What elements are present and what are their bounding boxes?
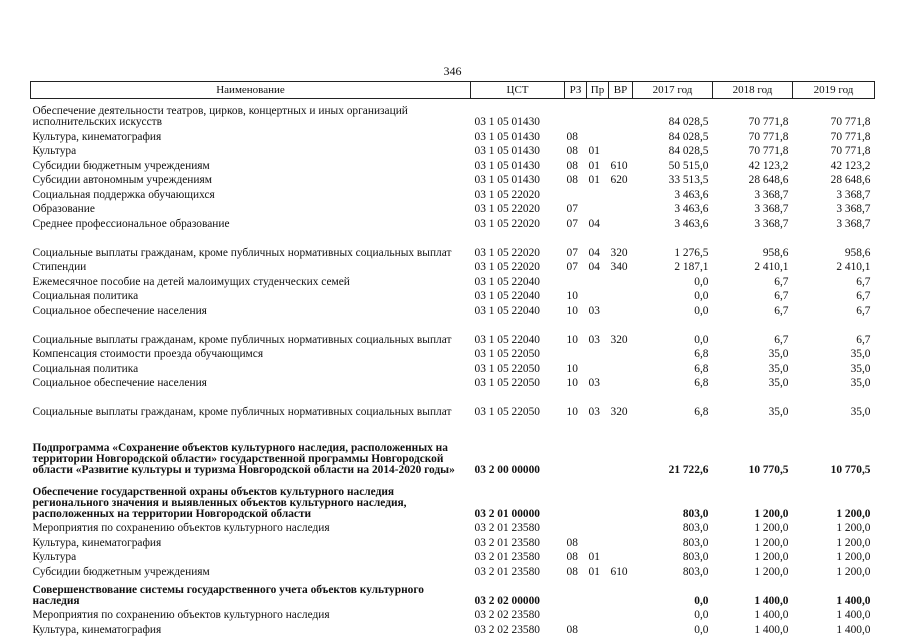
row-2018: 1 400,0 (754, 609, 789, 621)
row-vr (609, 346, 633, 361)
row-name: Стипендии (32, 261, 87, 273)
row-2019: 35,0 (850, 377, 871, 389)
row-2018: 6,7 (774, 275, 789, 288)
table-row (31, 201, 875, 216)
table-row (31, 157, 875, 172)
table-row (31, 520, 875, 535)
row-2017: 0,0 (694, 304, 709, 317)
row-vr (609, 418, 633, 476)
row-cst: 03 1 05 22050 (474, 348, 540, 360)
row-pr (587, 346, 609, 361)
row-name: Социальная поддержка обучающихся (32, 188, 215, 201)
row-2019: 6,7 (856, 290, 871, 302)
header-2018: 2018 год (713, 82, 793, 99)
table-row (31, 317, 875, 346)
row-2017: 803,0 (682, 507, 709, 520)
table-row (31, 476, 875, 520)
row-name: Мероприятия по сохранению объектов культурного наследия (32, 522, 330, 534)
row-name: Мероприятия по сохранению объектов культурного наследия (32, 609, 330, 621)
row-2017: 84 028,5 (668, 116, 709, 128)
row-cst: 03 2 02 23580 (474, 623, 540, 636)
row-rz: 08 (566, 623, 578, 636)
row-2018: 1 400,0 (754, 623, 789, 636)
row-cst: 03 1 05 22040 (474, 290, 540, 302)
row-name: Совершенствование системы государственного учета объектов культурного наследия (32, 583, 424, 607)
row-2019: 10 770,5 (830, 464, 871, 476)
row-vr (609, 360, 633, 375)
row-2019: 70 771,8 (830, 145, 871, 157)
row-rz: 07 (566, 261, 578, 273)
row-2019: 1 200,0 (836, 565, 871, 578)
table-row (31, 607, 875, 622)
row-rz (565, 99, 587, 129)
row-vr: 620 (610, 174, 628, 186)
row-2017: 803,0 (682, 522, 709, 534)
row-2019: 70 771,8 (830, 116, 871, 128)
page-number: 346 (443, 64, 462, 78)
row-2017: 3 463,6 (674, 203, 709, 215)
row-rz: 08 (566, 145, 578, 157)
row-2017: 84 028,5 (668, 145, 709, 157)
row-cst: 03 1 05 22040 (474, 333, 540, 346)
row-vr (609, 288, 633, 303)
row-rz: 10 (566, 304, 578, 317)
budget-table (30, 81, 875, 636)
row-2019: 1 400,0 (836, 609, 871, 621)
row-cst: 03 1 05 22020 (474, 217, 540, 230)
row-2018: 1 200,0 (754, 551, 789, 563)
table-row (31, 578, 875, 607)
row-2017: 6,8 (694, 377, 709, 389)
row-rz: 07 (566, 203, 578, 215)
row-name: Субсидии автономным учреждениям (32, 174, 212, 186)
row-cst: 03 1 05 01430 (474, 174, 540, 186)
row-name: Субсидии бюджетным учреждениям (32, 159, 210, 172)
row-2017: 33 513,5 (668, 174, 709, 186)
row-rz: 08 (566, 159, 578, 172)
row-2019: 2 410,1 (836, 261, 871, 273)
row-name: Культура, кинематография (32, 623, 162, 636)
row-rz: 08 (566, 551, 578, 563)
row-rz (565, 186, 587, 201)
row-rz (565, 520, 587, 535)
table-row (31, 389, 875, 418)
table-row (31, 99, 875, 129)
row-vr (609, 549, 633, 564)
row-name: Культура, кинематография (32, 130, 162, 143)
row-name: Социальные выплаты гражданам, кроме публичных нормативных социальных выплат (32, 406, 452, 418)
row-rz (565, 273, 587, 288)
row-cst: 03 1 05 22020 (474, 188, 540, 201)
row-name: Социальное обеспечение населения (32, 377, 207, 389)
row-vr (609, 621, 633, 636)
row-2018: 6,7 (774, 290, 789, 302)
row-2017: 21 722,6 (668, 464, 709, 476)
row-name: Компенсация стоимости проезда обучающимся (32, 348, 264, 360)
row-2017: 803,0 (682, 536, 709, 549)
row-pr (587, 418, 609, 476)
row-rz: 08 (566, 536, 578, 549)
row-2018: 70 771,8 (748, 130, 789, 143)
row-vr (609, 143, 633, 158)
row-pr: 01 (588, 551, 600, 563)
table-row (31, 288, 875, 303)
row-2017: 803,0 (682, 551, 709, 563)
row-2019: 1 400,0 (836, 623, 871, 636)
table-row (31, 621, 875, 636)
row-name: Социальные выплаты гражданам, кроме публичных нормативных социальных выплат (32, 246, 452, 259)
row-pr: 01 (588, 174, 600, 186)
row-2017: 3 463,6 (674, 188, 709, 201)
row-rz (565, 607, 587, 622)
row-cst: 03 1 05 22020 (474, 203, 540, 215)
row-cst: 03 1 05 22020 (474, 246, 540, 259)
row-2017: 803,0 (682, 565, 709, 578)
row-2018: 1 200,0 (754, 507, 789, 520)
row-pr (587, 273, 609, 288)
row-cst: 03 2 02 00000 (474, 594, 540, 607)
row-cst: 03 1 05 22040 (474, 304, 540, 317)
row-2019: 3 368,7 (836, 203, 871, 215)
row-2018: 1 200,0 (754, 536, 789, 549)
row-name: Социальное обеспечение населения (32, 304, 207, 317)
row-vr (609, 201, 633, 216)
row-cst: 03 2 00 00000 (474, 464, 540, 476)
row-2018: 1 400,0 (754, 594, 789, 607)
table-row (31, 375, 875, 390)
row-2018: 958,6 (762, 246, 789, 259)
row-cst: 03 2 01 23580 (474, 565, 540, 578)
row-cst: 03 1 05 22050 (474, 362, 540, 375)
table-row (31, 302, 875, 317)
table-row (31, 534, 875, 549)
row-rz (565, 578, 587, 607)
row-rz: 08 (566, 174, 578, 186)
row-2017: 2 187,1 (674, 261, 709, 273)
row-2018: 10 770,5 (748, 464, 789, 476)
row-2017: 50 515,0 (668, 159, 709, 172)
row-pr (587, 201, 609, 216)
row-pr (587, 360, 609, 375)
row-pr: 03 (588, 406, 600, 418)
row-cst: 03 2 01 23580 (474, 551, 540, 563)
header-cst: ЦСТ (471, 82, 565, 99)
table-row (31, 563, 875, 578)
row-cst: 03 1 05 01430 (474, 159, 540, 172)
table-row (31, 273, 875, 288)
row-cst: 03 1 05 22050 (474, 406, 540, 418)
row-2018: 35,0 (768, 377, 789, 389)
row-vr (609, 273, 633, 288)
row-2017: 6,8 (694, 348, 709, 360)
row-2018: 6,7 (774, 333, 789, 346)
row-vr (609, 302, 633, 317)
row-name: Культура (32, 145, 77, 157)
row-2017: 0,0 (694, 275, 709, 288)
row-2018: 2 410,1 (754, 261, 789, 273)
row-rz: 10 (566, 406, 578, 418)
row-pr (587, 186, 609, 201)
table-row (31, 549, 875, 564)
row-rz: 08 (566, 565, 578, 578)
row-cst: 03 1 05 22020 (474, 261, 540, 273)
row-2018: 3 368,7 (754, 217, 789, 230)
table-row (31, 186, 875, 201)
row-rz (565, 346, 587, 361)
row-rz (565, 476, 587, 520)
row-2018: 42 123,2 (748, 159, 789, 172)
row-name: Среднее профессиональное образование (32, 217, 230, 230)
row-vr (609, 520, 633, 535)
table-row (31, 346, 875, 361)
row-2018: 3 368,7 (754, 188, 789, 201)
row-2018: 70 771,8 (748, 116, 789, 128)
row-2019: 35,0 (850, 348, 871, 360)
row-pr (587, 99, 609, 129)
row-2017: 84 028,5 (668, 130, 709, 143)
table-row (31, 215, 875, 230)
row-pr (587, 607, 609, 622)
row-2019: 1 200,0 (836, 522, 871, 534)
row-rz: 10 (566, 377, 578, 389)
row-2017: 0,0 (694, 333, 709, 346)
row-vr (609, 476, 633, 520)
row-vr: 610 (610, 159, 628, 172)
row-vr (609, 128, 633, 143)
row-vr (609, 186, 633, 201)
row-name: Субсидии бюджетным учреждениям (32, 565, 210, 578)
table-body (31, 99, 875, 636)
row-2018: 70 771,8 (748, 145, 789, 157)
row-pr: 04 (588, 246, 600, 259)
row-vr: 320 (610, 246, 628, 259)
row-2019: 42 123,2 (830, 159, 871, 172)
row-2019: 1 400,0 (836, 594, 871, 607)
row-pr (587, 288, 609, 303)
table-row (31, 259, 875, 274)
row-cst: 03 1 05 22040 (474, 275, 540, 288)
row-2019: 35,0 (850, 362, 871, 375)
row-cst: 03 1 05 01430 (474, 130, 540, 143)
row-pr (587, 578, 609, 607)
row-rz: 10 (566, 362, 578, 375)
row-name: Культура, кинематография (32, 536, 162, 549)
row-2017: 6,8 (694, 406, 709, 418)
header-2017: 2017 год (633, 82, 713, 99)
row-name: Культура (32, 551, 77, 563)
row-2019: 6,7 (856, 333, 871, 346)
row-2019: 28 648,6 (830, 174, 871, 186)
row-rz: 10 (566, 333, 578, 346)
row-pr (587, 534, 609, 549)
table-row (31, 230, 875, 259)
row-cst: 03 2 01 23580 (474, 536, 540, 549)
row-name: Обеспечение государственной охраны объектов культурного наследия регионального значения и выявленных объектов культурного наследия, расположенных на территории Новгородской области (32, 485, 407, 520)
row-pr: 04 (588, 261, 600, 273)
row-2019: 1 200,0 (836, 551, 871, 563)
row-2019: 3 368,7 (836, 217, 871, 230)
row-pr (587, 128, 609, 143)
row-2018: 35,0 (768, 362, 789, 375)
row-2018: 6,7 (774, 304, 789, 317)
row-2019: 70 771,8 (830, 130, 871, 143)
row-rz: 07 (566, 217, 578, 230)
row-vr (609, 607, 633, 622)
row-name: Образование (32, 203, 95, 215)
table-row (31, 418, 875, 476)
table-header-row (31, 82, 875, 99)
row-rz: 08 (566, 130, 578, 143)
row-rz: 07 (566, 246, 578, 259)
row-pr: 03 (588, 333, 600, 346)
row-name: Подпрограмма «Сохранение объектов культурного наследия, расположенных на территории Новгородской области» государственной программы Новгородской области «Развитие культуры и туризма Новгородской области на 2014-2020 годы» (32, 442, 455, 476)
row-cst: 03 2 01 00000 (474, 507, 540, 520)
row-cst: 03 1 05 01430 (474, 145, 540, 157)
row-vr (609, 534, 633, 549)
row-2018: 35,0 (768, 406, 789, 418)
row-vr (609, 99, 633, 129)
row-cst: 03 1 05 01430 (474, 116, 540, 128)
row-vr: 340 (610, 261, 628, 273)
row-name: Социальная политика (32, 362, 139, 375)
table-row (31, 360, 875, 375)
row-vr: 610 (610, 565, 628, 578)
header-rz: РЗ (565, 82, 587, 99)
row-rz (565, 418, 587, 476)
row-2017: 0,0 (694, 290, 709, 302)
row-vr (609, 375, 633, 390)
header-name: Наименование (31, 82, 471, 99)
row-2018: 3 368,7 (754, 203, 789, 215)
row-vr: 320 (610, 406, 628, 418)
row-2017: 6,8 (694, 362, 709, 375)
row-vr (609, 578, 633, 607)
row-cst: 03 2 01 23580 (474, 522, 540, 534)
row-pr: 01 (588, 145, 600, 157)
row-pr: 01 (588, 565, 600, 578)
row-2018: 1 200,0 (754, 522, 789, 534)
row-vr: 320 (610, 333, 628, 346)
row-cst: 03 1 05 22050 (474, 377, 540, 389)
row-name: Социальная политика (32, 290, 139, 302)
row-pr: 01 (588, 159, 600, 172)
row-pr (587, 520, 609, 535)
header-pr: Пр (587, 82, 609, 99)
table-row (31, 128, 875, 143)
row-name: Ежемесячное пособие на детей малоимущих студенческих семей (32, 275, 350, 288)
row-pr: 03 (588, 377, 600, 389)
row-2017: 3 463,6 (674, 217, 709, 230)
table-row (31, 143, 875, 158)
row-name: Социальные выплаты гражданам, кроме публичных нормативных социальных выплат (32, 333, 452, 346)
row-2017: 1 276,5 (674, 246, 709, 259)
row-pr: 03 (588, 304, 600, 317)
row-2019: 6,7 (856, 275, 871, 288)
row-vr (609, 215, 633, 230)
row-pr (587, 621, 609, 636)
row-2018: 28 648,6 (748, 174, 789, 186)
row-2017: 0,0 (694, 594, 709, 607)
row-2019: 35,0 (850, 406, 871, 418)
table-row (31, 172, 875, 187)
row-2019: 3 368,7 (836, 188, 871, 201)
header-vr: ВР (609, 82, 633, 99)
row-2017: 0,0 (694, 623, 709, 636)
row-cst: 03 2 02 23580 (474, 609, 540, 621)
row-2019: 958,6 (844, 246, 871, 259)
row-name: Обеспечение деятельности театров, цирков, концертных и иных организаций исполнительских искусств (32, 105, 408, 128)
row-2019: 6,7 (856, 304, 871, 317)
row-2018: 35,0 (768, 348, 789, 360)
row-pr: 04 (588, 217, 600, 230)
row-pr (587, 476, 609, 520)
row-2017: 0,0 (694, 609, 709, 621)
row-2019: 1 200,0 (836, 507, 871, 520)
row-rz: 10 (566, 290, 578, 302)
row-2019: 1 200,0 (836, 536, 871, 549)
row-2018: 1 200,0 (754, 565, 789, 578)
header-2019: 2019 год (793, 82, 875, 99)
